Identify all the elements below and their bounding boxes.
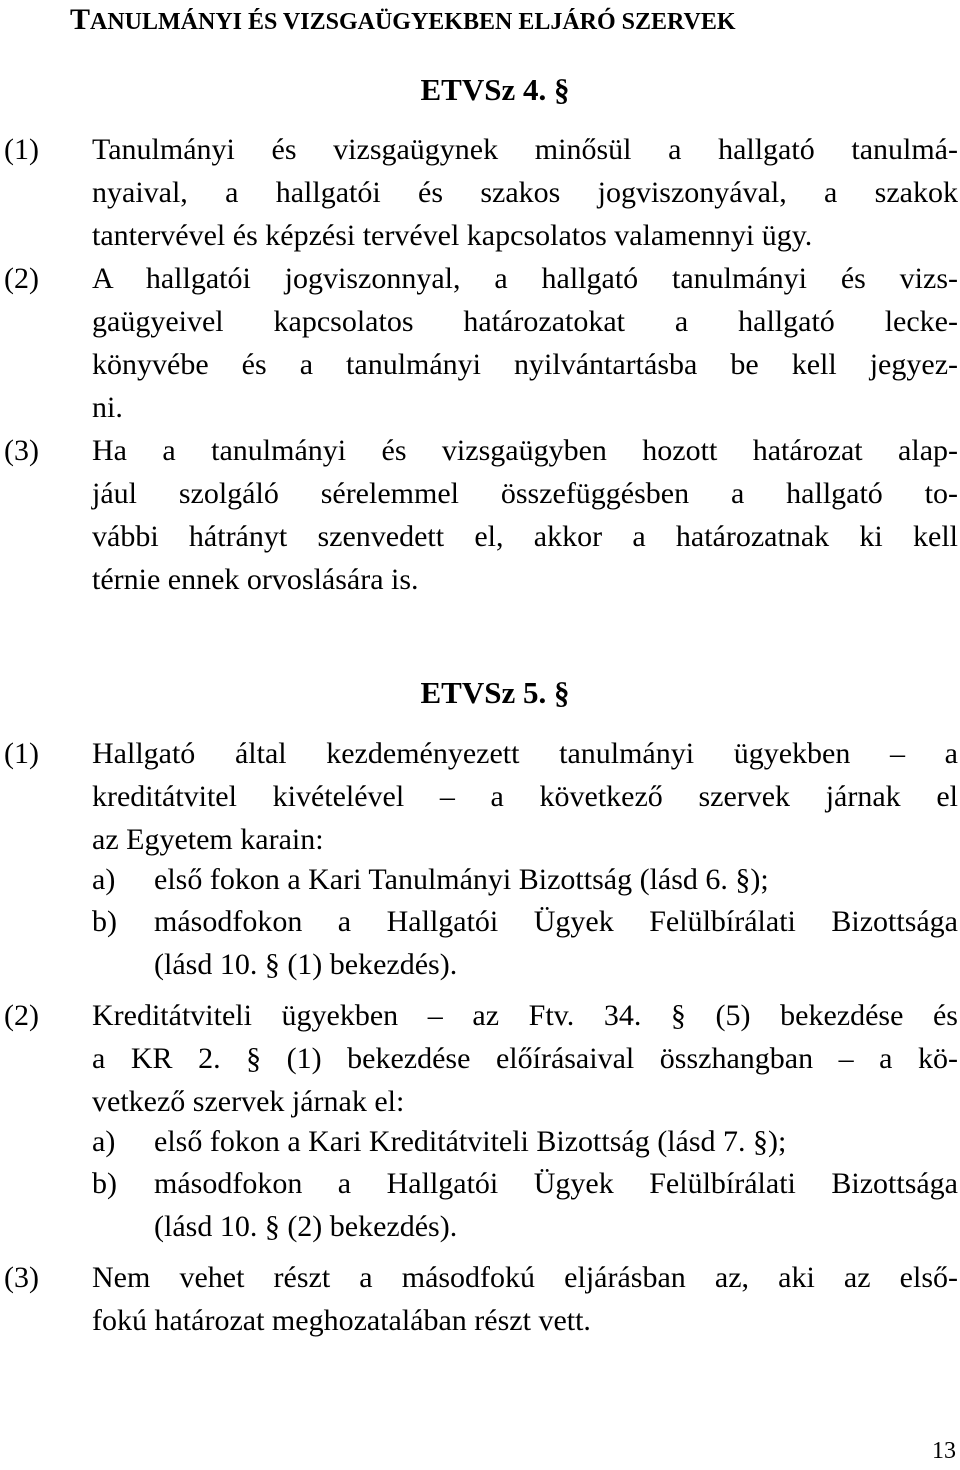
section-title-5: ETVSz 5. § xyxy=(420,675,570,710)
list-text xyxy=(154,900,958,986)
paragraph-number: (2) xyxy=(4,999,39,1032)
list-item-5-2-b xyxy=(92,1162,958,1248)
paragraph-text xyxy=(92,128,958,257)
text-line: (lásd 10. § (2) bekezdés). xyxy=(154,1210,458,1243)
list-label: b) xyxy=(92,1167,117,1200)
text-line: jául szolgáló sérelemmel összefüggésben a hallgató to- xyxy=(92,477,958,510)
text-line: másodfokon a Hallgatói Ügyek Felülbírálati Bizottsága xyxy=(154,1167,958,1200)
list-label: a) xyxy=(92,863,116,896)
text-line: kreditátvitel kivételével – a következő szervek járnak el xyxy=(92,780,958,813)
text-line: Ha a tanulmányi és vizsgaügyben hozott határozat alap- xyxy=(92,434,958,467)
list-text xyxy=(154,1162,958,1248)
paragraph-5-3 xyxy=(0,1256,958,1342)
heading-initial: T xyxy=(70,3,91,36)
paragraph-number: (3) xyxy=(4,434,39,467)
text-line: A hallgatói jogviszonnyal, a hallgató tanulmányi és vizs- xyxy=(92,262,958,295)
chapter-heading xyxy=(70,4,736,38)
text-line: nyaival, a hallgatói és szakos jogviszonyával, a szakok xyxy=(92,176,958,209)
text-line: vábbi hátrányt szenvedett el, akkor a határozatnak ki kell xyxy=(92,520,958,553)
text-line: könyvébe és a tanulmányi nyilvántartásba be kell jegyez- xyxy=(92,348,958,381)
paragraph-5-1 xyxy=(0,732,958,861)
paragraph-text xyxy=(92,994,958,1123)
list-text xyxy=(154,1120,958,1163)
text-line: Kreditátviteli ügyekben – az Ftv. 34. § (5) bekezdése és xyxy=(92,999,958,1032)
text-line: fokú határozat meghozatalában részt vett. xyxy=(92,1304,591,1337)
text-line: első fokon a Kari Kreditátviteli Bizottság (lásd 7. §); xyxy=(154,1125,787,1158)
text-line: ni. xyxy=(92,391,123,424)
text-line: a KR 2. § (1) bekezdése előírásaival összhangban – a kö- xyxy=(92,1042,958,1075)
paragraph-text xyxy=(92,732,958,861)
list-item-5-1-b xyxy=(92,900,958,986)
section-title-4: ETVSz 4. § xyxy=(420,72,570,107)
paragraph-text xyxy=(92,257,958,429)
text-line: Hallgató által kezdeményezett tanulmányi ügyekben – a xyxy=(92,737,958,770)
text-line: tantervével és képzési tervével kapcsolatos valamennyi ügy. xyxy=(92,219,813,252)
text-line: Nem vehet részt a másodfokú eljárásban az, aki az első- xyxy=(92,1261,958,1294)
paragraph-4-1 xyxy=(0,128,958,257)
paragraph-number: (1) xyxy=(4,133,39,166)
paragraph-4-2 xyxy=(0,257,958,429)
text-line: másodfokon a Hallgatói Ügyek Felülbírálati Bizottsága xyxy=(154,905,958,938)
text-line: Tanulmányi és vizsgaügynek minősül a hallgató tanulmá- xyxy=(92,133,958,166)
paragraph-number: (2) xyxy=(4,262,39,295)
text-line: az Egyetem karain: xyxy=(92,823,324,856)
list-label: a) xyxy=(92,1125,116,1158)
list-label: b) xyxy=(92,905,117,938)
list-text xyxy=(154,858,958,901)
paragraph-4-3 xyxy=(0,429,958,601)
list-item-5-1-a xyxy=(92,858,958,901)
list-item-5-2-a xyxy=(92,1120,958,1163)
text-line: vetkező szervek járnak el: xyxy=(92,1085,405,1118)
text-line: első fokon a Kari Tanulmányi Bizottság (lásd 6. §); xyxy=(154,863,769,896)
heading-rest: ANULMÁNYI ÉS VIZSGAÜGYEKBEN ELJÁRÓ SZERVEK xyxy=(90,9,736,35)
paragraph-number: (1) xyxy=(4,737,39,770)
text-line: gaügyeivel kapcsolatos határozatokat a hallgató lecke- xyxy=(92,305,958,338)
page-number: 13 xyxy=(932,1438,956,1464)
text-line: (lásd 10. § (1) bekezdés). xyxy=(154,948,458,981)
paragraph-text xyxy=(92,429,958,601)
paragraph-number: (3) xyxy=(4,1261,39,1294)
paragraph-5-2 xyxy=(0,994,958,1123)
text-line: térnie ennek orvoslására is. xyxy=(92,563,419,596)
paragraph-text xyxy=(92,1256,958,1342)
